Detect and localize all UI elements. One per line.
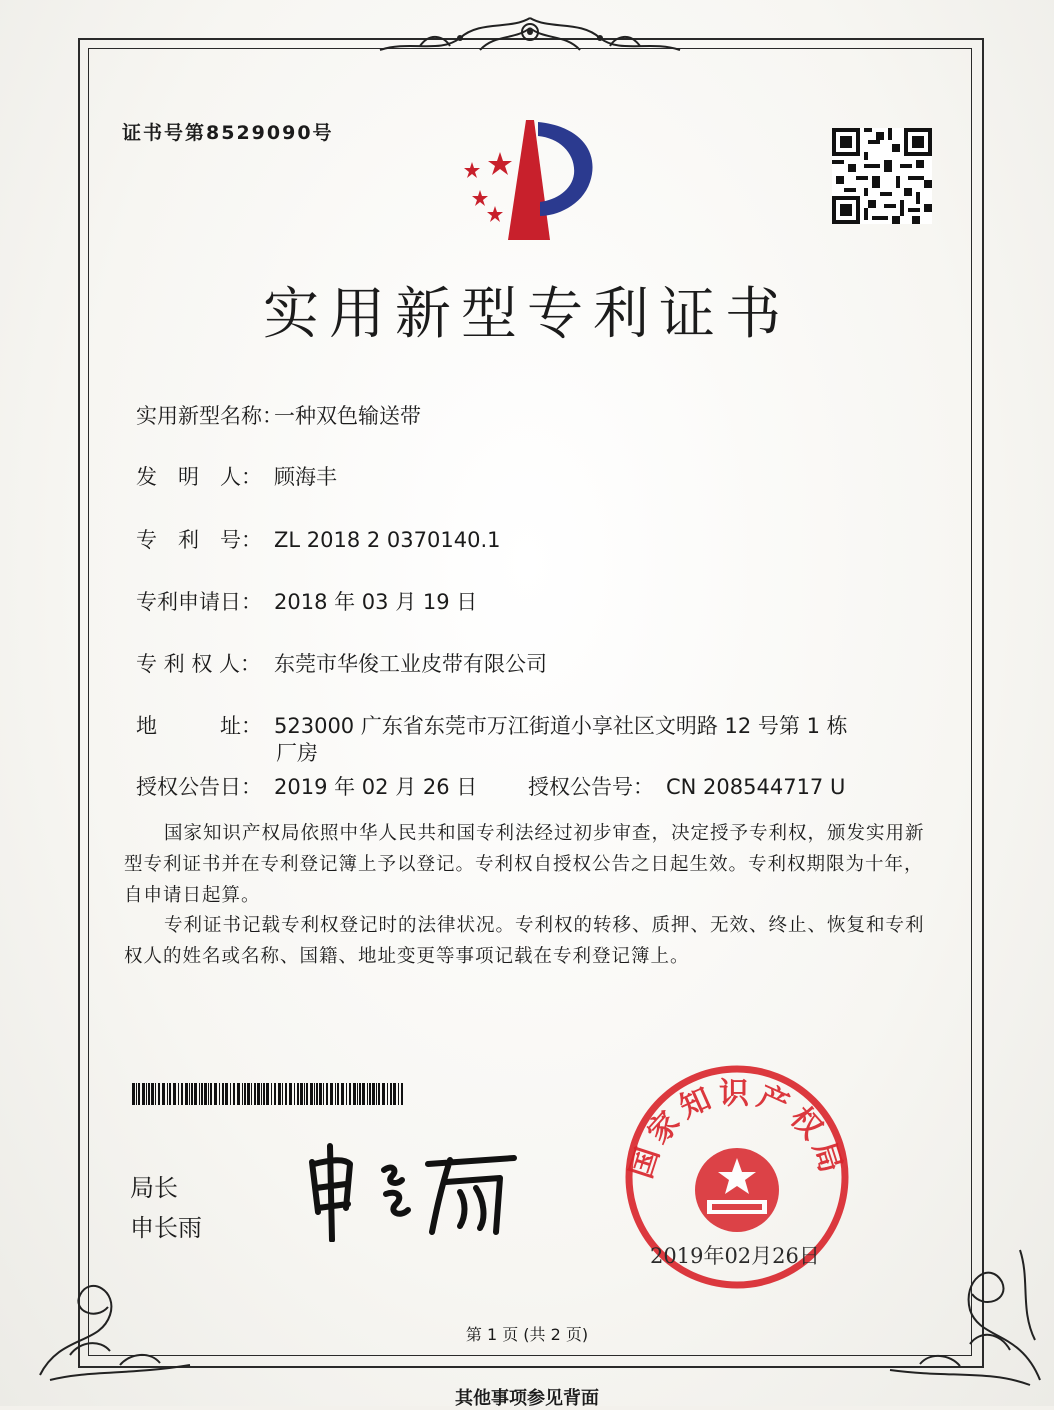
field-label: 专 利 号： (136, 528, 262, 552)
field-label: 实用新型名称： (136, 404, 283, 428)
cnipa-logo (440, 112, 610, 248)
page-number: 第 1 页 (共 2 页) (465, 1325, 589, 1344)
field-value: 2019 年 02 月 26 日 (274, 775, 478, 799)
qr-code (832, 128, 932, 224)
bottom-left-ornament (30, 1255, 200, 1385)
field-value: CN 208544717 U (666, 775, 846, 799)
signatory-title: 局长 (130, 1174, 178, 1202)
handwritten-signature (300, 1142, 530, 1242)
footer-note: 其他事项参见背面 (455, 1388, 599, 1409)
field-label: 专利申请日： (136, 590, 262, 614)
field-label: 发 明 人： (136, 465, 262, 489)
field-label: 授权公告日： (136, 775, 262, 799)
field-label: 授权公告号： (528, 775, 654, 799)
paragraph-grant-statement: 国家知识产权局依照中华人民共和国专利法经过初步审查，决定授予专利权，颁发实用新型专利证书并在专利登记簿上予以登记。专利权自授权公告之日起生效。专利权期限为十年，自申请日起算。 (124, 823, 925, 906)
field-value: ZL 2018 2 0370140.1 (274, 528, 501, 552)
field-value: 523000 广东省东莞市万江街道小享社区文明路 12 号第 1 栋 (274, 714, 848, 738)
field-grant-number (528, 771, 845, 801)
field-label: 地 址： (136, 714, 262, 738)
field-utility-model-name (136, 400, 421, 430)
field-label: 专 利 权 人： (136, 652, 262, 676)
signatory-name: 申长雨 (130, 1214, 202, 1242)
barcode (132, 1083, 404, 1105)
field-value: 东莞市华俊工业皮带有限公司 (274, 652, 547, 676)
field-filing-date (136, 586, 477, 616)
field-patentee (136, 648, 547, 678)
bottom-right-ornament (870, 1220, 1050, 1390)
paragraph-legal-status: 专利证书记载专利权登记时的法律状况。专利权的转移、质押、无效、终止、恢复和专利权人的姓名或名称、国籍、地址变更等事项记载在专利登记簿上。 (124, 915, 925, 967)
certificate-title: 实用新型专利证书 (263, 282, 791, 347)
field-value: 一种双色输送带 (274, 404, 421, 428)
field-value: 2018 年 03 月 19 日 (274, 590, 478, 614)
field-grant-date (136, 771, 477, 801)
top-ornament (360, 10, 700, 70)
field-patent-number (136, 524, 500, 554)
seal-date: 2019年02月26日 (650, 1244, 820, 1268)
field-value: 顾海丰 (274, 465, 337, 489)
certificate-number: 证书号第8529090号 (122, 122, 334, 144)
field-inventor (136, 461, 337, 491)
seal-text: 国家知识产权局 (623, 1076, 851, 1183)
field-address-line2: 厂房 (276, 741, 318, 765)
field-address (136, 710, 848, 740)
